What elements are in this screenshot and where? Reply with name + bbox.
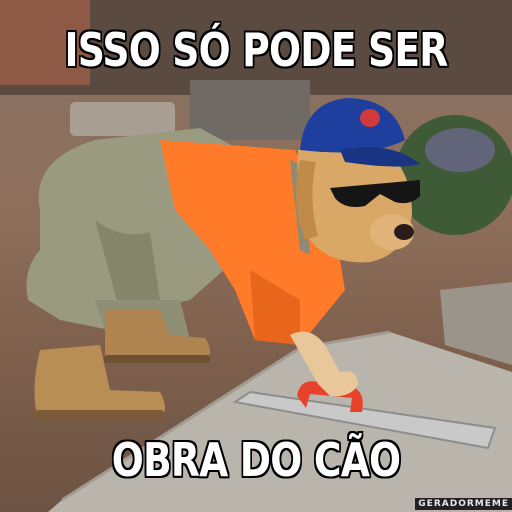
boot-sole-front — [104, 355, 210, 363]
bottom-caption: OBRA DO CÃO — [111, 433, 401, 487]
blue-cap — [300, 98, 405, 152]
shrub-flowers — [425, 128, 495, 172]
boot-sole-back — [36, 410, 164, 420]
stone-block — [70, 102, 175, 136]
cap-logo — [360, 109, 380, 127]
boot-front — [105, 310, 210, 362]
top-caption: ISSO SÓ PODE SER — [64, 23, 448, 77]
fence — [190, 80, 310, 140]
dog-nose — [394, 224, 414, 240]
watermark: GERADORMEME — [415, 498, 512, 510]
